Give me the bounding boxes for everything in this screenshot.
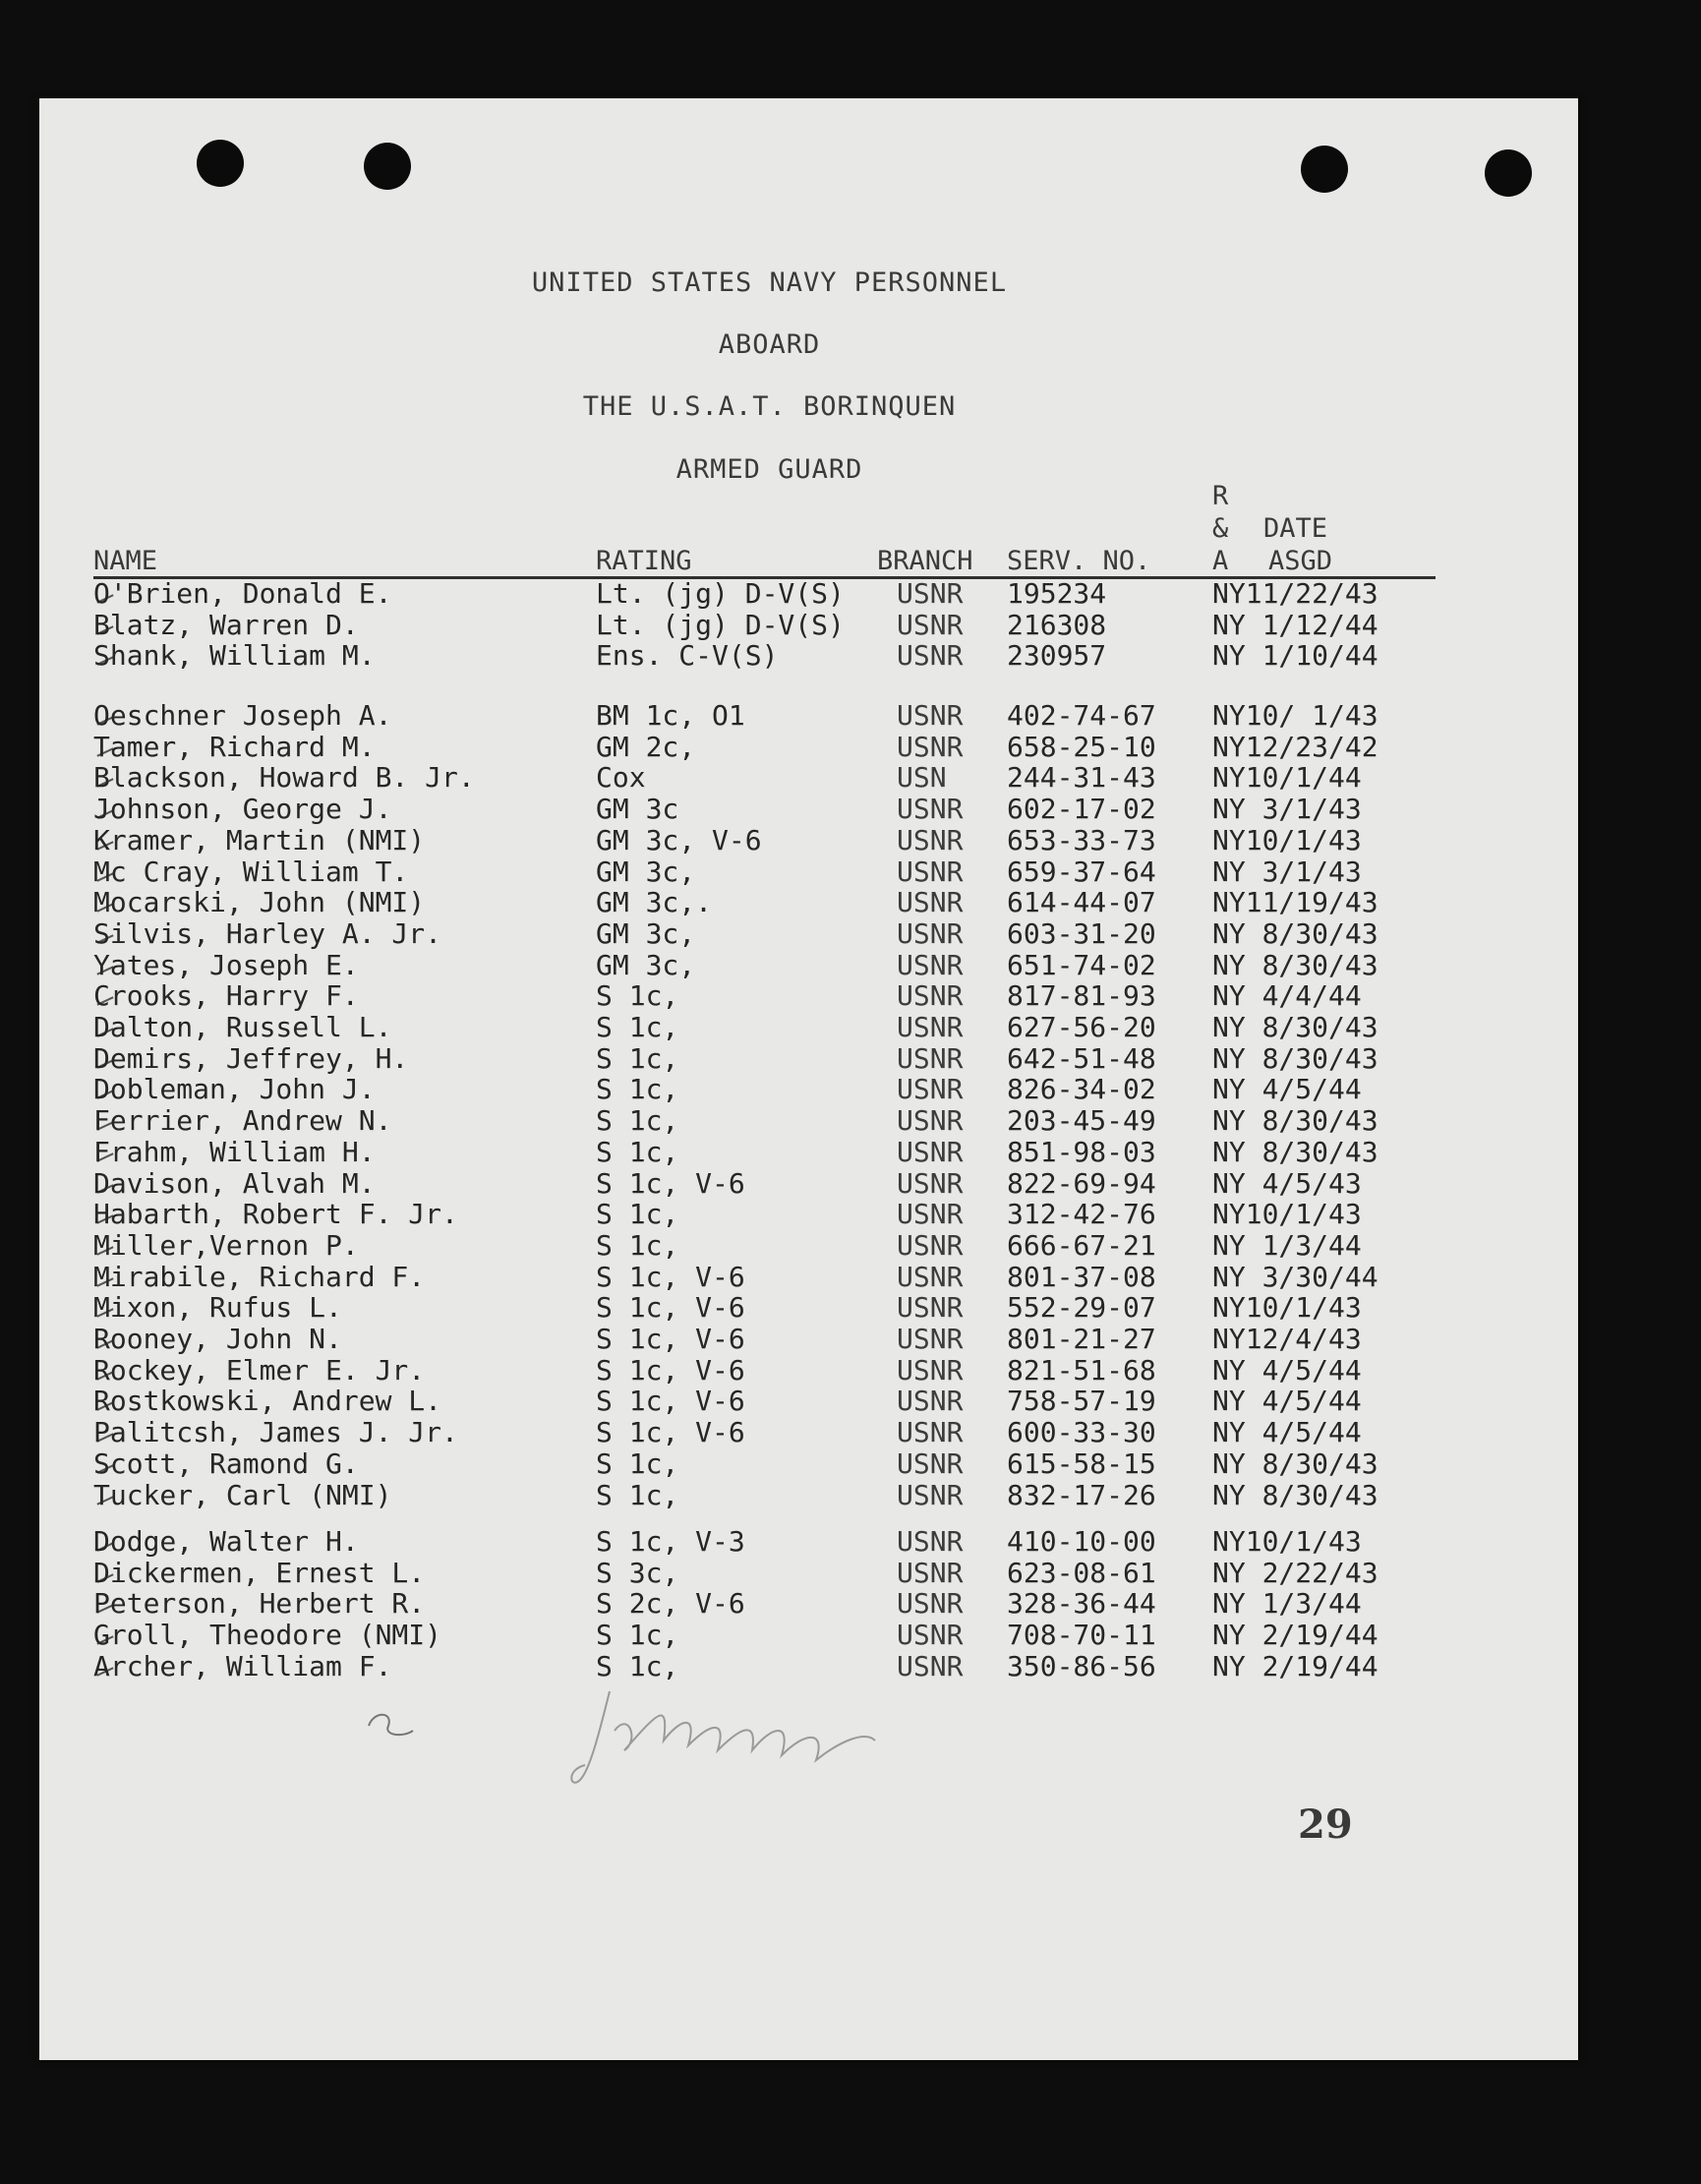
row-serv-no: 244-31-43 — [1007, 761, 1156, 795]
row-rating: GM 3c, — [596, 916, 696, 950]
row-name: O'Brien, Donald E. — [93, 577, 392, 610]
row-serv-no: 603-31-20 — [1007, 916, 1156, 950]
row-branch: USNR — [897, 1228, 964, 1262]
row-date-assigned: NY10/1/43 — [1212, 1198, 1362, 1231]
row-date-assigned: NY 2/22/43 — [1212, 1556, 1378, 1589]
row-rating: S 1c, V-6 — [596, 1416, 745, 1449]
row-rating: S 1c, V-6 — [596, 1291, 745, 1325]
row-branch: USNR — [897, 1166, 964, 1200]
row-name: Tamer, Richard M. — [93, 730, 376, 763]
row-rating: S 1c, V-6 — [596, 1323, 745, 1355]
row-rating: S 1c, V-6 — [596, 1385, 745, 1418]
table-row — [39, 732, 1578, 763]
row-rating: S 1c, — [596, 1446, 679, 1480]
row-name: Groll, Theodore (NMI) — [93, 1619, 442, 1652]
table-row — [39, 1105, 1578, 1137]
punch-hole — [1485, 149, 1532, 197]
row-serv-no: 801-21-27 — [1007, 1323, 1156, 1355]
row-branch: USNR — [897, 1135, 964, 1168]
row-serv-no: 708-70-11 — [1007, 1619, 1156, 1652]
table-row — [39, 1168, 1578, 1200]
heading-title: UNITED STATES NAVY PERSONNEL — [531, 267, 1008, 298]
table-row — [39, 1417, 1578, 1448]
row-rating: S 1c, — [596, 1198, 679, 1231]
row-serv-no: 817-81-93 — [1007, 979, 1156, 1013]
row-date-assigned: NY 4/4/44 — [1212, 979, 1362, 1013]
row-date-assigned: NY 1/12/44 — [1212, 608, 1378, 641]
row-serv-no: 402-74-67 — [1007, 699, 1156, 732]
row-branch: USNR — [897, 1619, 964, 1652]
row-branch: USNR — [897, 1525, 964, 1558]
column-header-rating: RATING — [596, 546, 692, 576]
row-serv-no: 758-57-19 — [1007, 1385, 1156, 1418]
table-row — [39, 1558, 1578, 1589]
row-serv-no: 410-10-00 — [1007, 1525, 1156, 1558]
row-name: Rockey, Elmer E. Jr. — [93, 1353, 426, 1387]
row-date-assigned: NY10/1/44 — [1212, 761, 1362, 795]
row-serv-no: 203-45-49 — [1007, 1104, 1156, 1138]
row-date-assigned: NY 8/30/43 — [1212, 948, 1378, 981]
row-serv-no: 821-51-68 — [1007, 1353, 1156, 1387]
row-name: Ferrier, Andrew N. — [93, 1104, 392, 1138]
table-row — [39, 825, 1578, 856]
row-name: Kramer, Martin (NMI) — [93, 823, 426, 856]
row-date-assigned: NY12/23/42 — [1212, 730, 1378, 763]
row-name: Mirabile, Richard F. — [93, 1260, 426, 1293]
row-date-assigned: NY 4/5/44 — [1212, 1073, 1362, 1106]
row-date-assigned: NY 8/30/43 — [1212, 1104, 1378, 1138]
row-branch: USNR — [897, 916, 964, 950]
initials-mark — [364, 1706, 423, 1745]
row-branch: USNR — [897, 730, 964, 763]
row-rating: S 3c, — [596, 1556, 679, 1589]
column-header-r: R — [1212, 481, 1229, 511]
row-branch: USNR — [897, 1011, 964, 1043]
row-date-assigned: NY10/1/43 — [1212, 823, 1362, 856]
table-row — [39, 1386, 1578, 1417]
row-name: Davison, Alvah M. — [93, 1166, 376, 1200]
row-date-assigned: NY12/4/43 — [1212, 1323, 1362, 1355]
table-row — [39, 610, 1578, 641]
row-serv-no: 312-42-76 — [1007, 1198, 1156, 1231]
row-serv-no: 600-33-30 — [1007, 1416, 1156, 1449]
row-name: Dalton, Russell L. — [93, 1011, 392, 1043]
row-date-assigned: NY 3/1/43 — [1212, 793, 1362, 826]
row-date-assigned: NY 8/30/43 — [1212, 1446, 1378, 1480]
punch-hole — [364, 143, 411, 190]
row-branch: USNR — [897, 1446, 964, 1480]
row-rating: S 1c, V-6 — [596, 1166, 745, 1200]
row-serv-no: 623-08-61 — [1007, 1556, 1156, 1589]
row-serv-no: 801-37-08 — [1007, 1260, 1156, 1293]
row-rating: S 1c, V-6 — [596, 1260, 745, 1293]
row-branch: USNR — [897, 1260, 964, 1293]
row-serv-no: 658-25-10 — [1007, 730, 1156, 763]
table-row — [39, 1448, 1578, 1480]
row-date-assigned: NY 4/5/43 — [1212, 1166, 1362, 1200]
table-row — [39, 950, 1578, 981]
row-date-assigned: NY10/ 1/43 — [1212, 699, 1378, 732]
table-row — [39, 700, 1578, 732]
table-row — [39, 1262, 1578, 1293]
row-rating: S 1c, — [596, 1478, 679, 1511]
row-date-assigned: NY 4/5/44 — [1212, 1416, 1362, 1449]
row-serv-no: 826-34-02 — [1007, 1073, 1156, 1106]
row-branch: USNR — [897, 1198, 964, 1231]
row-name: Oeschner Joseph A. — [93, 699, 392, 732]
row-rating: Lt. (jg) D-V(S) — [596, 577, 845, 610]
row-rating: GM 3c, — [596, 948, 696, 981]
row-branch: USNR — [897, 608, 964, 641]
row-serv-no: 328-36-44 — [1007, 1587, 1156, 1621]
row-serv-no: 651-74-02 — [1007, 948, 1156, 981]
table-row — [39, 1199, 1578, 1230]
column-header-asgd: ASGD — [1268, 546, 1333, 576]
row-rating: S 1c, — [596, 1228, 679, 1262]
row-name: Blackson, Howard B. Jr. — [93, 761, 475, 795]
row-rating: Cox — [596, 761, 646, 795]
row-branch: USNR — [897, 577, 964, 610]
table-row — [39, 1230, 1578, 1262]
row-serv-no: 822-69-94 — [1007, 1166, 1156, 1200]
row-rating: S 1c, — [596, 1011, 679, 1043]
document-page — [39, 98, 1578, 2060]
row-date-assigned: NY 1/10/44 — [1212, 639, 1378, 673]
row-name: Archer, William F. — [93, 1649, 392, 1682]
row-rating: S 1c, — [596, 1619, 679, 1652]
table-row — [39, 1480, 1578, 1511]
row-name: Frahm, William H. — [93, 1135, 376, 1168]
row-rating: S 2c, V-6 — [596, 1587, 745, 1621]
row-branch: USN — [897, 761, 947, 795]
table-row — [39, 578, 1578, 610]
column-header-date: DATE — [1263, 513, 1328, 544]
row-date-assigned: NY 4/5/44 — [1212, 1385, 1362, 1418]
row-name: Dodge, Walter H. — [93, 1525, 359, 1558]
table-row — [39, 1526, 1578, 1558]
row-rating: S 1c, — [596, 1073, 679, 1106]
table-row — [39, 1588, 1578, 1620]
row-branch: USNR — [897, 1556, 964, 1589]
row-branch: USNR — [897, 639, 964, 673]
row-date-assigned: NY 3/30/44 — [1212, 1260, 1378, 1293]
row-date-assigned: NY 8/30/43 — [1212, 1041, 1378, 1075]
row-rating: S 1c, — [596, 1041, 679, 1075]
row-date-assigned: NY 1/3/44 — [1212, 1228, 1362, 1262]
row-branch: USNR — [897, 1649, 964, 1682]
row-branch: USNR — [897, 1291, 964, 1325]
row-branch: USNR — [897, 1416, 964, 1449]
table-row — [39, 1324, 1578, 1355]
row-branch: USNR — [897, 793, 964, 826]
row-date-assigned: NY10/1/43 — [1212, 1291, 1362, 1325]
row-date-assigned: NY10/1/43 — [1212, 1525, 1362, 1558]
row-rating: GM 3c,. — [596, 886, 713, 919]
row-branch: USNR — [897, 1385, 964, 1418]
table-row — [39, 1292, 1578, 1324]
row-branch: USNR — [897, 1323, 964, 1355]
row-serv-no: 614-44-07 — [1007, 886, 1156, 919]
table-row — [39, 1620, 1578, 1651]
row-name: Dickermen, Ernest L. — [93, 1556, 426, 1589]
row-rating: S 1c, V-3 — [596, 1525, 745, 1558]
row-rating: GM 2c, — [596, 730, 696, 763]
row-name: Habarth, Robert F. Jr. — [93, 1198, 458, 1231]
row-date-assigned: NY 8/30/43 — [1212, 1135, 1378, 1168]
row-branch: USNR — [897, 979, 964, 1013]
heading-ship: THE U.S.A.T. BORINQUEN — [582, 391, 957, 422]
column-header-branch: BRANCH — [877, 546, 973, 576]
row-name: Tucker, Carl (NMI) — [93, 1478, 392, 1511]
row-name: Yates, Joseph E. — [93, 948, 359, 981]
row-serv-no: 851-98-03 — [1007, 1135, 1156, 1168]
row-rating: S 1c, — [596, 979, 679, 1013]
row-date-assigned: NY 2/19/44 — [1212, 1619, 1378, 1652]
table-row — [39, 762, 1578, 794]
row-date-assigned: NY 8/30/43 — [1212, 1478, 1378, 1511]
row-rating: GM 3c — [596, 793, 679, 826]
row-serv-no: 642-51-48 — [1007, 1041, 1156, 1075]
row-branch: USNR — [897, 1041, 964, 1075]
row-serv-no: 627-56-20 — [1007, 1011, 1156, 1043]
handwritten-signature — [570, 1672, 944, 1809]
table-row — [39, 794, 1578, 825]
row-name: Scott, Ramond G. — [93, 1446, 359, 1480]
table-row — [39, 980, 1578, 1012]
row-date-assigned: NY11/22/43 — [1212, 577, 1378, 610]
table-row — [39, 856, 1578, 888]
row-serv-no: 615-58-15 — [1007, 1446, 1156, 1480]
table-row — [39, 1355, 1578, 1387]
row-rating: GM 3c, — [596, 855, 696, 888]
row-rating: GM 3c, V-6 — [596, 823, 762, 856]
row-rating: S 1c, — [596, 1135, 679, 1168]
row-rating: BM 1c, O1 — [596, 699, 745, 732]
row-name: Demirs, Jeffrey, H. — [93, 1041, 409, 1075]
punch-hole — [197, 140, 244, 187]
table-row — [39, 1043, 1578, 1075]
row-name: Peterson, Herbert R. — [93, 1587, 426, 1621]
heading-armed-guard: ARMED GUARD — [675, 454, 863, 485]
row-rating: Lt. (jg) D-V(S) — [596, 608, 845, 641]
row-name: Johnson, George J. — [93, 793, 392, 826]
row-date-assigned: NY 1/3/44 — [1212, 1587, 1362, 1621]
row-branch: USNR — [897, 1073, 964, 1106]
page-number: 29 — [1298, 1801, 1353, 1848]
row-name: Silvis, Harley A. Jr. — [93, 916, 442, 950]
row-branch: USNR — [897, 1478, 964, 1511]
row-serv-no: 832-17-26 — [1007, 1478, 1156, 1511]
table-row — [39, 1012, 1578, 1043]
row-serv-no: 552-29-07 — [1007, 1291, 1156, 1325]
row-rating: S 1c, — [596, 1104, 679, 1138]
row-branch: USNR — [897, 886, 964, 919]
row-serv-no: 666-67-21 — [1007, 1228, 1156, 1262]
row-serv-no: 659-37-64 — [1007, 855, 1156, 888]
row-branch: USNR — [897, 1587, 964, 1621]
row-branch: USNR — [897, 948, 964, 981]
table-row — [39, 1137, 1578, 1168]
row-branch: USNR — [897, 699, 964, 732]
row-branch: USNR — [897, 823, 964, 856]
row-date-assigned: NY 4/5/44 — [1212, 1353, 1362, 1387]
row-name: Mixon, Rufus L. — [93, 1291, 342, 1325]
row-date-assigned: NY 3/1/43 — [1212, 855, 1362, 888]
row-date-assigned: NY 8/30/43 — [1212, 916, 1378, 950]
row-name: Rooney, John N. — [93, 1323, 342, 1355]
row-name: Mc Cray, William T. — [93, 855, 409, 888]
row-name: Mocarski, John (NMI) — [93, 886, 426, 919]
row-name: Palitcsh, James J. Jr. — [93, 1416, 458, 1449]
table-row — [39, 640, 1578, 672]
table-row — [39, 918, 1578, 950]
punch-hole — [1301, 146, 1348, 193]
column-header-serv-no: SERV. NO. — [1007, 546, 1151, 576]
table-row — [39, 887, 1578, 918]
row-branch: USNR — [897, 1353, 964, 1387]
row-name: Shank, William M. — [93, 639, 376, 673]
row-serv-no: 195234 — [1007, 577, 1107, 610]
row-date-assigned: NY 8/30/43 — [1212, 1011, 1378, 1043]
row-rating: Ens. C-V(S) — [596, 639, 779, 673]
row-date-assigned: NY 2/19/44 — [1212, 1649, 1378, 1682]
row-date-assigned: NY11/19/43 — [1212, 886, 1378, 919]
column-header-amp: & — [1212, 513, 1229, 544]
row-serv-no: 230957 — [1007, 639, 1107, 673]
column-header-name: NAME — [93, 546, 158, 576]
row-name: Dobleman, John J. — [93, 1073, 376, 1106]
row-serv-no: 602-17-02 — [1007, 793, 1156, 826]
row-serv-no: 216308 — [1007, 608, 1107, 641]
row-rating: S 1c, V-6 — [596, 1353, 745, 1387]
column-header-a: A — [1212, 546, 1229, 576]
row-serv-no: 350-86-56 — [1007, 1649, 1156, 1682]
heading-aboard: ABOARD — [718, 329, 821, 360]
table-row — [39, 1074, 1578, 1105]
row-name: Miller,Vernon P. — [93, 1228, 359, 1262]
row-name: Crooks, Harry F. — [93, 979, 359, 1013]
row-name: Blatz, Warren D. — [93, 608, 359, 641]
row-branch: USNR — [897, 855, 964, 888]
row-serv-no: 653-33-73 — [1007, 823, 1156, 856]
row-branch: USNR — [897, 1104, 964, 1138]
row-rating: S 1c, — [596, 1649, 679, 1682]
row-name: Rostkowski, Andrew L. — [93, 1385, 442, 1418]
